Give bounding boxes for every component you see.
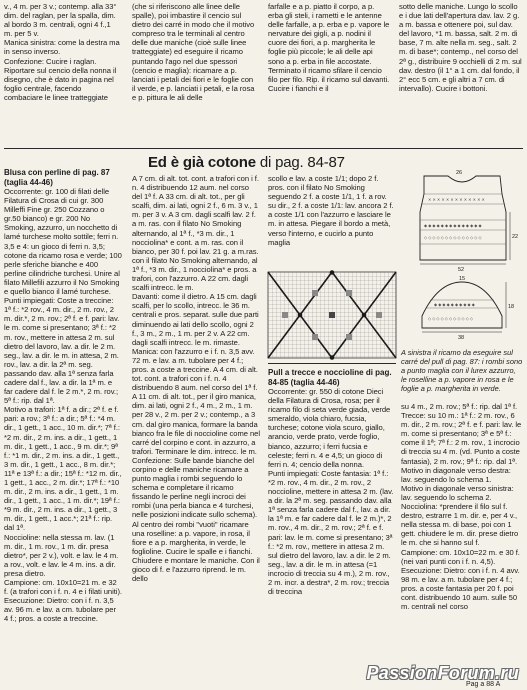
label-width-top: 26: [456, 170, 463, 176]
svg-text:◆ ◆ ◆ ◆ ◆ ◆ ◆ ◆ ◆ ◆: ◆ ◆ ◆ ◆ ◆ ◆ ◆ ◆ ◆ ◆: [434, 302, 475, 307]
pull-heading: Pull a trecce e noccioline di pag. 84-85 (taglia 44-46): [268, 368, 394, 387]
embroidery-chart: [268, 272, 396, 358]
embroidery-caption: A sinistra il ricamo da eseguire sul carré del pull di pag. 87: i rombi sono a punto maglia con il lurex azzurro, le roselline a p. vapore in rosa e le foglie a p. margherita in verde.: [401, 348, 525, 393]
mid-right-top: scollo e lav. a coste 1/1; dopo 2 f. pros. con il filato No Smoking seguendo 2 f. a coste 1/1, 1 f. a rov. su dir., 2 f. a coste 1/1: lav. ancora 2 f. a coste 1/1 con l'azzurro e lasciare le m. in attesa. Piegare il bordo a metà, verso l'interno, e cucirlo a punto maglia: [268, 174, 396, 247]
top-column-4: sotto delle maniche. Lungo lo scollo e i due lati dell'apertura dav. lav. 2 g. a m. bassa e ottenere poi, sul dav. del lavoro, *1 m. bassa, salt. 2 m. di base, 7 m. alte nella m. seg., salt. 2 m. di base*; contemp., nel corso del 2ª g., distribuire 9 occhielli di 2 m. sul dav. destro (il 1° a 1 cm. dal fondo, il 2° ecc 5 cm. e gli altri a 7 cm. di intervallo). Cucire i bottoni.: [399, 2, 524, 93]
sweater-schematic-svg: [402, 168, 524, 344]
section-rule: [4, 148, 523, 149]
label-sleeve-side: 18: [508, 304, 515, 310]
pull-body: Occorrente: gr. 550 di cotone Dieci della Filatura di Crosa, rosa; per il ricamo filo di seta verde giada, verde smeraldo, viola chiaro, fucsia, turchese; cotone viola scuro, giallo, arancio, verde prato, verde foglio, bianco, azzurro; i ferri fucsia e celeste; ferri n. 4 e 4,5; un gioco di ferri n. 4; cencio della nonna. Punti impiegati: Coste fantasia: 1ª f.: *2 m. rov., 4 m. dir., 2 m. rov., 2 noccioline, mettere in attesa 2 m. (lav. a dir. la 2ª m. seg. passando dav. alla 1ª senza farla cadere dal f., lav. a dir. la 1ª m. e far cadere dal f. le 2 m.)*, 2 m. rov., 4 m. dir., 2 m. rov.; 2ª f. e f. pari: lav. le m. come si presentano; 3ª f.: *2 m. rov., mettere in attesa 2 m. sul dietro del lavoro, lav. a dir. le 2 m. seg., lav. a dir. le m. in attesa (=1 incrocio di treccia su 4 m.), 2 m. rov., 2 m. incr. a destra*, 2 m. rov.; treccia di treccina: [268, 387, 394, 597]
svg-text:✕ ✕ ✕ ✕ ✕ ✕ ✕ ✕ ✕ ✕ ✕ ✕ ✕: ✕ ✕ ✕ ✕ ✕ ✕ ✕ ✕ ✕ ✕ ✕ ✕ ✕: [428, 197, 485, 202]
watermark: PassionForum.ru: [366, 663, 519, 683]
pull-rule: [268, 363, 396, 364]
embroidery-chart-svg: [268, 272, 396, 358]
label-right: 22: [512, 234, 519, 240]
page-reference: Pag a 88 A: [466, 681, 501, 688]
blusa-heading: Blusa con perline di pag. 87 (taglia 44-46): [4, 168, 110, 187]
title-sub: di pag. 84-87: [255, 154, 345, 171]
top-column-2: (che si riferiscono alle linee delle spalle), poi imbastire il cencio sul dietro dei carré in modo che il motivo compreso tra le terminali al centro delle due maniche (cioè sulle linee tratteggiate) ed eseguire il ricamo puntando l'ago nel due spessori (cencio e maglia): ricamare a p. lanciati i petali dei fiori e le foglie con il verde, e p. lanciati i petali, e la rosa e p. pittura le ali delle: [132, 2, 257, 102]
sweater-schematic: [402, 168, 524, 344]
mid-body: A 7 cm. di alt. tot. cont. a trafori con i f. n. 4 distribuendo 12 aum. nel corso del 1ª f. A 33 cm. di alt. tot., per gli scalfi, dim. ai lati, ogni 2 f., 6 m. 3 v., 1 m. per 3 v. A 3 cm. dagli scalfi lav. 2 f. a m. ras. con il filato No Smoking alternando, al 1ª f., *3 m. dir., 1 nocciolina* e cont. a m. ras. con il bianco, per 30 f. poi lav. 21 g. a m.ras. con il filato No Smoking alternando, al 1ª f., *3 m. dir., 1 nocciolina* e pros. a trafori, con l'azzurro. A 22 cm. dagli scalfi intrecc. le m. Davanti: come il dietro. A 15 cm. dagli scalfi, per lo scollo, intrecc. le 36 m. centrali e pros. separat. sulle due parti diminuendo ai lati dello scollo, ogni 2 f., 3 m., 2 m., 1 m. per 2 v. A 22 cm. dagli scalfi intrecc. le m. rimaste. Manica: con l'azzurro e i f. n. 3,5 avv. 72 m. e lav. a m. tubolare per 4 f.; pros. a coste a treccine. A 4 cm. di alt. tot. cont. a trafori con i f. n. 4 distribuendo 8 aum. nel corso del 1ª f. A 11 cm. di alt. tot., per il giro manica, dim. ai lati, ogni 2 f., 4 m., 2 m., 1 m. per 28 v., 2 m. per 2 v.; contemp., a 3 cm. dal giro manica, formare la banda bianco fra le file di noccioline come nel carré del corpino e cont. in azzurro, a trafori. Terminare le dim. intrecc. le m. Confezione: Sulle bande bianche del corpino e delle maniche ricamare a punto maglia i rombi seguendo lo schema e completare il ricamo fissando le perline negli incroci dei rombi (una perla bianca e 4 turchesi, nelle posizioni indicate sullo schema). Al centro dei rombi "vuoti" ricamare una roselline: a p. vapore, in rosa, il fiore e a p. margherita, in verde, le foglioline. Cucire le spalle e i fianchi. Chiudere e montare le maniche. Con il gioco di f. e l'azzurro riprend. le m. dello: [132, 174, 260, 584]
top-column-1: v., 4 m. per 3 v.; contemp. alla 33° dim. del raglan, per la spalla, dim. al bordo 3 m. centrali, ogni 4 f.,1 m. per 5 v. Manica sinistra: come la destra ma in senso inverso. Confezione: Cucire i raglan. Riportare sul cencio della nonna il disegno, che è dato in pagina nel foglio centrale, facendo combaciare le linee tratteggiate: [4, 2, 120, 102]
label-sleeve-top: 15: [459, 276, 466, 282]
svg-text:◆ ◆ ◆ ◆ ◆ ◆ ◆ ◆ ◆ ◆ ◆ ◆ ◆ ◆: ◆ ◆ ◆ ◆ ◆ ◆ ◆ ◆ ◆ ◆ ◆ ◆ ◆ ◆: [424, 223, 482, 228]
top-column-3: farfalle e a p. piatto il corpo, a p. erba gli steli, i rametti e le antenne delle farfalle, a p. erba e p. vapore le nervature dei gigli, a p. nodini il cuore dei fiori, a p. margherita le foglie più piccole; le ali delle api sono a p. erba in file accostate. Terminato il ricamo sfilare il cencio filo per filo. Rip. il ricamo sul davanti. Cucire i fianchi e il: [268, 2, 392, 93]
label-width-bottom: 52: [458, 267, 465, 273]
page-title: [148, 154, 345, 171]
title-main: Ed è già cotone: [148, 154, 256, 171]
blusa-body: Occorrente: gr. 100 di filati delle Filatura di Crosa di cui gr. 300 Milleffi Fine gr. 250 Cozzano o gr.50 bianco) e gr. 200 No Smoking, azzurro, un nocchetto di lamé turchese molto sottile; ferri n. 3,5 e 4: un gioco di ferri n. 3,5; cotone da ricamo rosa e verde; 100 perle sferiche bianche e 400 perline cilindriche turchesi. Unire al filato Millefili azzurro il No Smoking e quello bianco il lamé turchese. Punti impiegati: Coste a treccine: 1ª f.: *2 rov., 4 m. dir., 2 m. rov., 2 m. dir.*, 2 m. rov.; 2ª f. e f. pari: lav. le m. come si presentano; 3ª f.: *2 m. rov., mettere in attesa 2 m. sul dietro del lavoro, lav. a dir. le 2 m. seg., lav. a dir. le m. in attesa, 2 m. rov., lav. a dir. la 2ª m. seg. passando dav. alla 1ª senza farla cadere dal f., lav. a dir. la 1ª m. e far cadere dal f. le 2 m.*, 2 m. rov.; 5ª f.: rip. dal 1ª. Motivo a trafori: 1ª f. a dir.; 2ª f. e f. pari: a rov.; 3ª f.: a dir.; 5ª f.: *4 m. dir., 1 gett., 1 acc., 10 m. dir.*; 7ª f.: *2 m. dir., 2 m. ins. a dir., 1 gett., 1 m. dir., 1 gett., 1 acc., 9 m. dir.*; 9ª f.: *1 m. dir., 2 m. ins. a dir., 1 gett., 3 m. dir., 1 gett., 1 acc., 8 m. dir.*; 11ª e 13ª f.: a dir.; 15ª f.: *12 m. dir., 1 gett., 1 acc., 2 m. dir.*; 17ª f.: *10 m. dir., 2 m. ins. a dir., 1 gett., 1 m. dir., 1 gett., 1 acc., 1 m. dir.*; 19ª f.: *9 m. dir., 2 m. ins. a dir., 1 gett., 3 m. dir., 1 gett., 1 acc.*; 21ª f.: rip. dal 1ª. Noccioline: nella stessa m. lav. (1 m. dir., 1 m. rov., 1 m. dir. presa dietro*, per 2 v.), volt. e lav. le 4 m. a rov., volt. e lav. le 4 m. ins. a dir. presa dietro. Campione: cm. 10x10=21 m. e 32 f. (a trafori con i f. n. 4 e i filati uniti). Esecuzione: Dietro: con i f. n. 3,5 av. 96 m. e lav. a cm. tubolare per 4 f.; pros. a coste a treccine.: [4, 187, 122, 624]
svg-text:◇ ◇ ◇ ◇ ◇ ◇ ◇ ◇ ◇ ◇ ◇ ◇ ◇ ◇: ◇ ◇ ◇ ◇ ◇ ◇ ◇ ◇ ◇ ◇ ◇ ◇ ◇ ◇: [424, 235, 482, 240]
svg-text:◇ ◇ ◇ ◇ ◇ ◇ ◇ ◇ ◇ ◇ ◇: ◇ ◇ ◇ ◇ ◇ ◇ ◇ ◇ ◇ ◇ ◇: [428, 316, 473, 321]
label-sleeve-bottom: 38: [458, 335, 465, 341]
far-right-body: su 4 m., 2 m. rov.; 5ª f.: rip. dal 1ª f. Trecce: su 10 m.: 1ª f.: 2 m. rov., 6 m. dir., 2 m. rov.; 2ª f. e f. pari: lav. le m. come si presentano; 3ª e 5ª f.: come il 1ª; 7ª f.: 2 m. rov., 1 incrocio di treccia su 4 m. (vd. Punto a coste fantasia), 2 m. rov.; 9ª f.: rip. dal 1ª. Motivo in diagonale verso destra: lav. seguendo lo schema 1. Motivo in diagonale verso sinistra: lav. seguendo lo schema 2. Nocciolina: *prendere il filo sul f. destro, estrarre 1 m. dir. e, per 4 v., nella stessa m. di base, poi con 1 gett. chiudere le m. dir. prese dietro le m. che si hanno sul f. Campione: cm. 10x10=22 m. e 30 f. (nei vari punti con i f. n. 4,5). Esecuzione: Dietro: con i f. n. 4 avv. 98 m. e lav. a m. tubolare per 4 f.; pros. a coste fantasia per 20 f. poi cont. distribuendo 10 aum. sulle 50 m. centrali nel corso: [401, 402, 522, 612]
